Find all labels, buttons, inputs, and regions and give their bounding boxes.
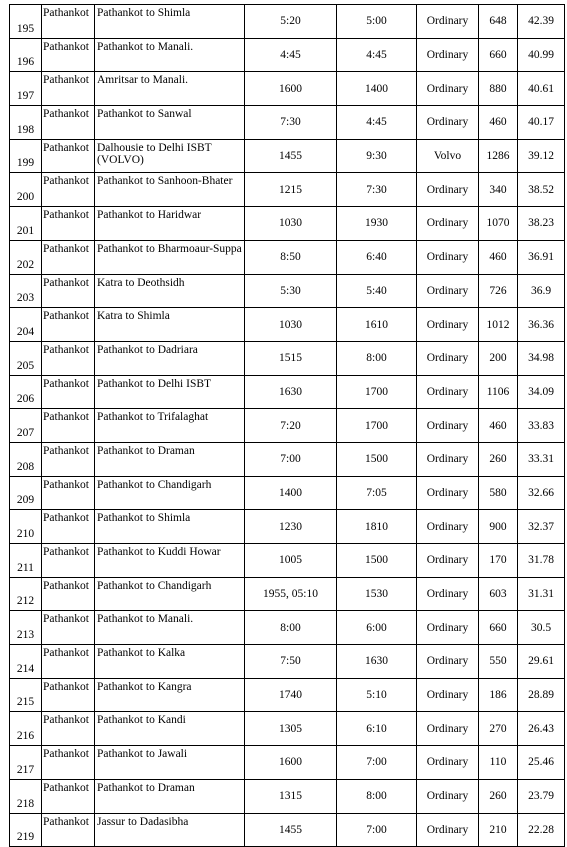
departure-time-cell: 1600 <box>245 72 337 106</box>
table-row <box>10 38 565 72</box>
table-row <box>10 240 565 274</box>
return-time-cell: 1500 <box>337 544 417 578</box>
departure-time-cell: 7:20 <box>245 409 337 443</box>
distance-cell: 648 <box>479 5 518 39</box>
serial-number-cell: 204 <box>10 308 42 342</box>
value-cell: 34.98 <box>518 341 565 375</box>
depot-cell: Pathankot <box>42 38 95 72</box>
table-row <box>10 5 565 39</box>
departure-time-cell: 1600 <box>245 746 337 780</box>
departure-time-cell: 1740 <box>245 678 337 712</box>
depot-cell: Pathankot <box>42 779 95 813</box>
distance-cell: 1106 <box>479 375 518 409</box>
depot-cell: Pathankot <box>42 308 95 342</box>
bus-type-cell: Ordinary <box>417 476 479 510</box>
serial-number-cell: 214 <box>10 645 42 679</box>
table-row <box>10 72 565 106</box>
route-cell: Katra to Deothsidh <box>95 274 245 308</box>
table-row <box>10 476 565 510</box>
serial-number-cell: 205 <box>10 341 42 375</box>
route-cell: Pathankot to Delhi ISBT <box>95 375 245 409</box>
route-cell: Pathankot to Sanhoon-Bhater <box>95 173 245 207</box>
return-time-cell: 7:00 <box>337 746 417 780</box>
table-row <box>10 409 565 443</box>
bus-type-cell: Ordinary <box>417 106 479 140</box>
departure-time-cell: 7:00 <box>245 442 337 476</box>
bus-type-cell: Ordinary <box>417 173 479 207</box>
serial-number-cell: 215 <box>10 678 42 712</box>
table-row <box>10 173 565 207</box>
table-row <box>10 779 565 813</box>
bus-type-cell: Ordinary <box>417 375 479 409</box>
route-cell: Pathankot to Draman <box>95 779 245 813</box>
serial-number-cell: 208 <box>10 442 42 476</box>
depot-cell: Pathankot <box>42 678 95 712</box>
bus-type-cell: Ordinary <box>417 577 479 611</box>
distance-cell: 170 <box>479 544 518 578</box>
value-cell: 38.23 <box>518 207 565 241</box>
bus-type-cell: Ordinary <box>417 544 479 578</box>
serial-number-cell: 216 <box>10 712 42 746</box>
route-cell: Pathankot to Chandigarh <box>95 577 245 611</box>
table-row <box>10 341 565 375</box>
route-cell: Jassur to Dadasibha <box>95 813 245 847</box>
serial-number-cell: 197 <box>10 72 42 106</box>
bus-type-cell: Ordinary <box>417 72 479 106</box>
bus-type-cell: Ordinary <box>417 341 479 375</box>
depot-cell: Pathankot <box>42 712 95 746</box>
return-time-cell: 6:10 <box>337 712 417 746</box>
route-cell: Katra to Shimla <box>95 308 245 342</box>
value-cell: 25.46 <box>518 746 565 780</box>
distance-cell: 186 <box>479 678 518 712</box>
bus-type-cell: Ordinary <box>417 240 479 274</box>
distance-cell: 460 <box>479 106 518 140</box>
distance-cell: 660 <box>479 38 518 72</box>
serial-number-cell: 195 <box>10 5 42 39</box>
bus-type-cell: Ordinary <box>417 712 479 746</box>
bus-type-cell: Ordinary <box>417 779 479 813</box>
value-cell: 23.79 <box>518 779 565 813</box>
value-cell: 31.78 <box>518 544 565 578</box>
route-cell: Pathankot to Dadriara <box>95 341 245 375</box>
return-time-cell: 1930 <box>337 207 417 241</box>
table-row <box>10 746 565 780</box>
return-time-cell: 1700 <box>337 409 417 443</box>
bus-type-cell: Ordinary <box>417 813 479 847</box>
serial-number-cell: 218 <box>10 779 42 813</box>
value-cell: 42.39 <box>518 5 565 39</box>
bus-type-cell: Ordinary <box>417 207 479 241</box>
departure-time-cell: 1455 <box>245 813 337 847</box>
depot-cell: Pathankot <box>42 577 95 611</box>
value-cell: 36.9 <box>518 274 565 308</box>
return-time-cell: 1610 <box>337 308 417 342</box>
table-row <box>10 544 565 578</box>
distance-cell: 260 <box>479 779 518 813</box>
return-time-cell: 7:00 <box>337 813 417 847</box>
route-cell: Pathankot to Jawali <box>95 746 245 780</box>
depot-cell: Pathankot <box>42 746 95 780</box>
departure-time-cell: 1005 <box>245 544 337 578</box>
table-row <box>10 510 565 544</box>
table-row <box>10 139 565 173</box>
depot-cell: Pathankot <box>42 510 95 544</box>
serial-number-cell: 206 <box>10 375 42 409</box>
return-time-cell: 8:00 <box>337 779 417 813</box>
bus-type-cell: Ordinary <box>417 510 479 544</box>
distance-cell: 270 <box>479 712 518 746</box>
table-row <box>10 678 565 712</box>
bus-type-cell: Ordinary <box>417 308 479 342</box>
bus-type-cell: Ordinary <box>417 442 479 476</box>
departure-time-cell: 5:30 <box>245 274 337 308</box>
route-cell: Pathankot to Kandi <box>95 712 245 746</box>
departure-time-cell: 7:50 <box>245 645 337 679</box>
return-time-cell: 1530 <box>337 577 417 611</box>
bus-type-cell: Ordinary <box>417 678 479 712</box>
value-cell: 38.52 <box>518 173 565 207</box>
return-time-cell: 9:30 <box>337 139 417 173</box>
departure-time-cell: 1400 <box>245 476 337 510</box>
departure-time-cell: 1030 <box>245 207 337 241</box>
route-cell: Pathankot to Shimla <box>95 510 245 544</box>
departure-time-cell: 1455 <box>245 139 337 173</box>
distance-cell: 340 <box>479 173 518 207</box>
depot-cell: Pathankot <box>42 645 95 679</box>
return-time-cell: 6:00 <box>337 611 417 645</box>
table-row <box>10 645 565 679</box>
return-time-cell: 7:05 <box>337 476 417 510</box>
depot-cell: Pathankot <box>42 813 95 847</box>
distance-cell: 210 <box>479 813 518 847</box>
route-cell: Pathankot to Chandigarh <box>95 476 245 510</box>
route-cell: Pathankot to Bharmoaur-Suppa <box>95 240 245 274</box>
departure-time-cell: 4:45 <box>245 38 337 72</box>
route-table <box>9 4 565 847</box>
route-cell: Pathankot to Sanwal <box>95 106 245 140</box>
value-cell: 29.61 <box>518 645 565 679</box>
table-row <box>10 442 565 476</box>
value-cell: 32.37 <box>518 510 565 544</box>
serial-number-cell: 217 <box>10 746 42 780</box>
departure-time-cell: 1305 <box>245 712 337 746</box>
route-cell: Pathankot to Kuddi Howar <box>95 544 245 578</box>
return-time-cell: 7:30 <box>337 173 417 207</box>
depot-cell: Pathankot <box>42 5 95 39</box>
value-cell: 32.66 <box>518 476 565 510</box>
distance-cell: 550 <box>479 645 518 679</box>
serial-number-cell: 200 <box>10 173 42 207</box>
departure-time-cell: 1230 <box>245 510 337 544</box>
return-time-cell: 1810 <box>337 510 417 544</box>
departure-time-cell: 1955, 05:10 <box>245 577 337 611</box>
bus-type-cell: Ordinary <box>417 611 479 645</box>
serial-number-cell: 211 <box>10 544 42 578</box>
depot-cell: Pathankot <box>42 442 95 476</box>
depot-cell: Pathankot <box>42 173 95 207</box>
distance-cell: 900 <box>479 510 518 544</box>
distance-cell: 200 <box>479 341 518 375</box>
distance-cell: 460 <box>479 240 518 274</box>
serial-number-cell: 199 <box>10 139 42 173</box>
departure-time-cell: 7:30 <box>245 106 337 140</box>
route-cell: Dalhousie to Delhi ISBT (VOLVO) <box>95 139 245 173</box>
departure-time-cell: 8:50 <box>245 240 337 274</box>
route-table-body <box>10 5 565 847</box>
bus-type-cell: Ordinary <box>417 645 479 679</box>
value-cell: 36.91 <box>518 240 565 274</box>
return-time-cell: 1630 <box>337 645 417 679</box>
serial-number-cell: 203 <box>10 274 42 308</box>
value-cell: 31.31 <box>518 577 565 611</box>
table-row <box>10 577 565 611</box>
value-cell: 28.89 <box>518 678 565 712</box>
depot-cell: Pathankot <box>42 409 95 443</box>
route-cell: Pathankot to Kalka <box>95 645 245 679</box>
serial-number-cell: 207 <box>10 409 42 443</box>
bus-type-cell: Ordinary <box>417 746 479 780</box>
serial-number-cell: 213 <box>10 611 42 645</box>
serial-number-cell: 212 <box>10 577 42 611</box>
route-cell: Pathankot to Kangra <box>95 678 245 712</box>
value-cell: 40.61 <box>518 72 565 106</box>
serial-number-cell: 196 <box>10 38 42 72</box>
table-row <box>10 611 565 645</box>
value-cell: 34.09 <box>518 375 565 409</box>
serial-number-cell: 201 <box>10 207 42 241</box>
distance-cell: 580 <box>479 476 518 510</box>
serial-number-cell: 209 <box>10 476 42 510</box>
distance-cell: 1012 <box>479 308 518 342</box>
return-time-cell: 4:45 <box>337 38 417 72</box>
return-time-cell: 6:40 <box>337 240 417 274</box>
route-cell: Pathankot to Haridwar <box>95 207 245 241</box>
route-cell: Pathankot to Shimla <box>95 5 245 39</box>
value-cell: 26.43 <box>518 712 565 746</box>
return-time-cell: 4:45 <box>337 106 417 140</box>
value-cell: 36.36 <box>518 308 565 342</box>
serial-number-cell: 219 <box>10 813 42 847</box>
departure-time-cell: 1315 <box>245 779 337 813</box>
bus-type-cell: Ordinary <box>417 38 479 72</box>
table-row <box>10 375 565 409</box>
route-cell: Pathankot to Manali. <box>95 611 245 645</box>
bus-type-cell: Volvo <box>417 139 479 173</box>
route-cell: Pathankot to Trifalaghat <box>95 409 245 443</box>
departure-time-cell: 1515 <box>245 341 337 375</box>
return-time-cell: 5:40 <box>337 274 417 308</box>
table-row <box>10 106 565 140</box>
bus-type-cell: Ordinary <box>417 274 479 308</box>
distance-cell: 603 <box>479 577 518 611</box>
value-cell: 33.31 <box>518 442 565 476</box>
depot-cell: Pathankot <box>42 207 95 241</box>
depot-cell: Pathankot <box>42 341 95 375</box>
table-row <box>10 712 565 746</box>
serial-number-cell: 198 <box>10 106 42 140</box>
return-time-cell: 5:10 <box>337 678 417 712</box>
departure-time-cell: 5:20 <box>245 5 337 39</box>
return-time-cell: 5:00 <box>337 5 417 39</box>
table-row <box>10 207 565 241</box>
bus-type-cell: Ordinary <box>417 5 479 39</box>
distance-cell: 660 <box>479 611 518 645</box>
bus-type-cell: Ordinary <box>417 409 479 443</box>
value-cell: 40.17 <box>518 106 565 140</box>
table-row <box>10 308 565 342</box>
depot-cell: Pathankot <box>42 544 95 578</box>
depot-cell: Pathankot <box>42 476 95 510</box>
distance-cell: 260 <box>479 442 518 476</box>
table-row <box>10 274 565 308</box>
departure-time-cell: 1215 <box>245 173 337 207</box>
return-time-cell: 1400 <box>337 72 417 106</box>
return-time-cell: 1700 <box>337 375 417 409</box>
distance-cell: 726 <box>479 274 518 308</box>
distance-cell: 1070 <box>479 207 518 241</box>
serial-number-cell: 202 <box>10 240 42 274</box>
departure-time-cell: 8:00 <box>245 611 337 645</box>
distance-cell: 110 <box>479 746 518 780</box>
distance-cell: 1286 <box>479 139 518 173</box>
value-cell: 33.83 <box>518 409 565 443</box>
value-cell: 22.28 <box>518 813 565 847</box>
depot-cell: Pathankot <box>42 375 95 409</box>
distance-cell: 880 <box>479 72 518 106</box>
depot-cell: Pathankot <box>42 72 95 106</box>
depot-cell: Pathankot <box>42 240 95 274</box>
depot-cell: Pathankot <box>42 106 95 140</box>
route-cell: Pathankot to Draman <box>95 442 245 476</box>
serial-number-cell: 210 <box>10 510 42 544</box>
route-cell: Amritsar to Manali. <box>95 72 245 106</box>
route-cell: Pathankot to Manali. <box>95 38 245 72</box>
value-cell: 30.5 <box>518 611 565 645</box>
depot-cell: Pathankot <box>42 274 95 308</box>
value-cell: 40.99 <box>518 38 565 72</box>
return-time-cell: 1500 <box>337 442 417 476</box>
distance-cell: 460 <box>479 409 518 443</box>
value-cell: 39.12 <box>518 139 565 173</box>
departure-time-cell: 1030 <box>245 308 337 342</box>
table-row <box>10 813 565 847</box>
depot-cell: Pathankot <box>42 139 95 173</box>
departure-time-cell: 1630 <box>245 375 337 409</box>
depot-cell: Pathankot <box>42 611 95 645</box>
return-time-cell: 8:00 <box>337 341 417 375</box>
